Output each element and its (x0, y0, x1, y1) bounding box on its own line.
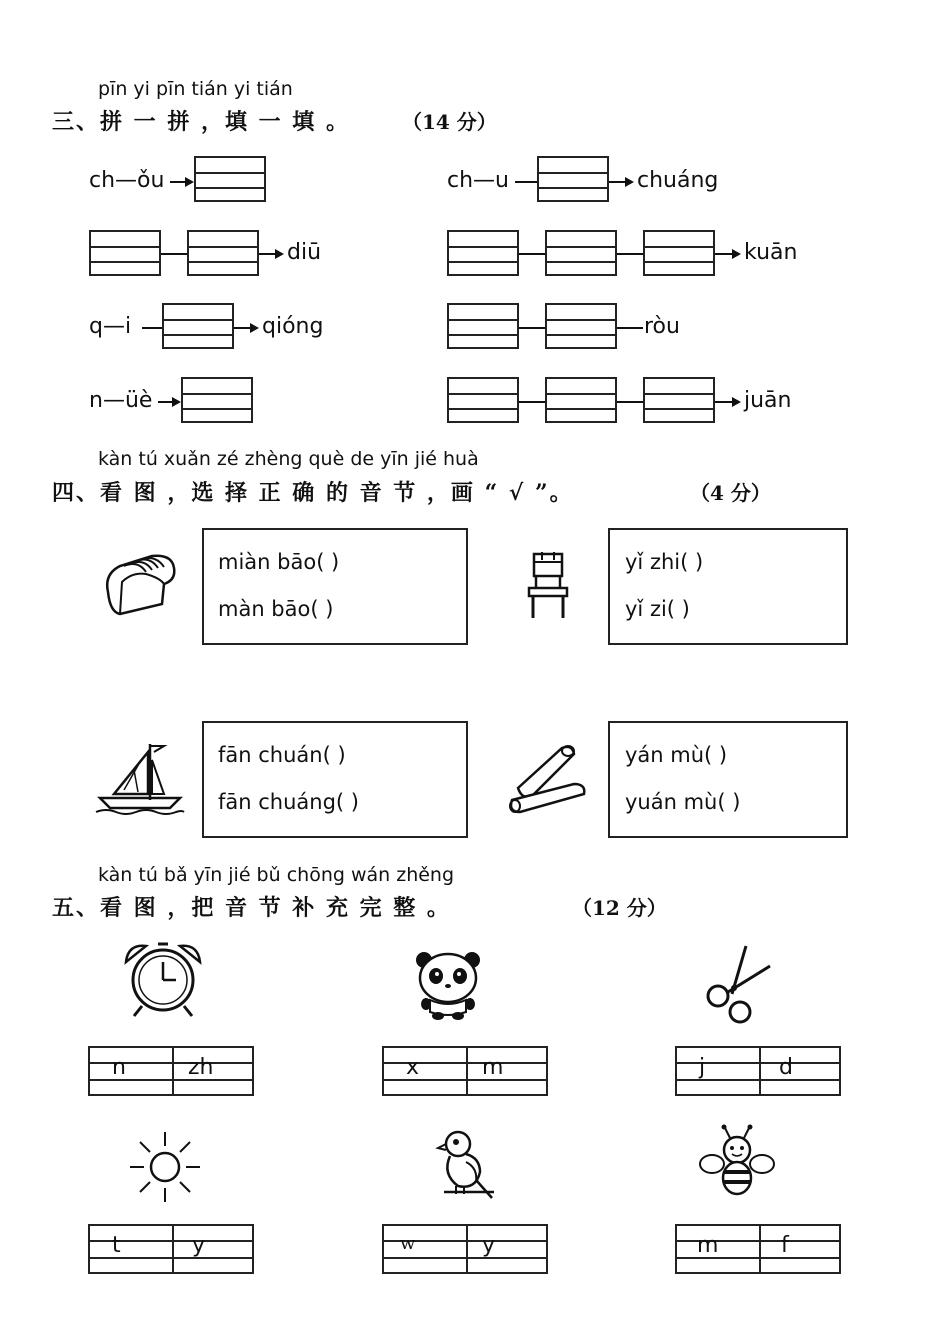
chair-icon (526, 550, 570, 620)
q2-choice-box (608, 528, 848, 645)
bird-answer-grid[interactable] (382, 1224, 548, 1274)
bread-icon (102, 552, 178, 618)
r1r-answer-box[interactable] (537, 156, 609, 202)
logs-icon (504, 742, 590, 816)
r4r-box-1[interactable] (447, 377, 519, 423)
q3-choice-box (202, 721, 468, 838)
alarm-clock-icon (122, 940, 204, 1020)
sun-answer-grid[interactable] (88, 1224, 254, 1274)
bird-initial: w (400, 1233, 416, 1254)
section3-score: （14 分） (402, 110, 497, 134)
r2l-result: diū (287, 240, 322, 265)
bird-second-initial: y (482, 1233, 496, 1258)
section5-score: （12 分） (572, 896, 667, 920)
r1r-syllable: ch—u (447, 168, 509, 193)
bird-icon (436, 1128, 498, 1202)
section4-title: 四、看 图 ，选 择 正 确 的 音 节 ，画 “ √ ”。 (52, 480, 574, 506)
r3l-answer-box[interactable] (162, 303, 234, 349)
clock-answer-grid[interactable] (88, 1046, 254, 1096)
r2r-box-1[interactable] (447, 230, 519, 276)
q1-option-b[interactable]: màn bāo( ) (218, 597, 334, 621)
panda-answer-grid[interactable] (382, 1046, 548, 1096)
r2l-box-2[interactable] (187, 230, 259, 276)
q2-option-b[interactable]: yǐ zi( ) (625, 597, 690, 621)
q2-option-a[interactable]: yǐ zhi( ) (625, 550, 704, 574)
scissors-initial: j (699, 1055, 706, 1080)
section4-pinyin: kàn tú xuǎn zé zhèng què de yīn jié huà (98, 448, 479, 470)
q4-option-b[interactable]: yuán mù( ) (625, 790, 741, 814)
r3l-syllable: q—i (89, 314, 132, 339)
r2r-box-2[interactable] (545, 230, 617, 276)
r3r-box-2[interactable] (545, 303, 617, 349)
r1r-result: chuáng (637, 168, 719, 193)
r4l-answer-box[interactable] (181, 377, 253, 423)
q4-choice-box (608, 721, 848, 838)
bee-icon (698, 1124, 776, 1200)
bee-initial: m (697, 1233, 719, 1258)
panda-icon (412, 948, 484, 1020)
section3-title: 三、拼 一 拼 ，填 一 填 。 (52, 109, 350, 135)
section3-pinyin: pīn yi pīn tián yi tián (98, 78, 293, 100)
section5-title: 五、看 图 ，把 音 节 补 充 完 整 。 (52, 895, 451, 921)
r2r-result: kuān (744, 240, 798, 265)
sun-second-initial: y (192, 1233, 206, 1258)
r4r-box-2[interactable] (545, 377, 617, 423)
r1l-syllable: ch—ǒu (89, 168, 165, 193)
panda-second-initial: m (482, 1055, 504, 1080)
q3-option-a[interactable]: fān chuán( ) (218, 743, 346, 767)
scissors-answer-grid[interactable] (675, 1046, 841, 1096)
r4r-result: juān (744, 388, 792, 413)
r1l-answer-box[interactable] (194, 156, 266, 202)
q1-choice-box (202, 528, 468, 645)
scissors-icon (702, 944, 774, 1026)
clock-second-initial: zh (188, 1055, 214, 1080)
panda-initial: x (406, 1055, 420, 1080)
sun-icon (128, 1130, 202, 1204)
r3r-result: ròu (644, 314, 680, 339)
q3-option-b[interactable]: fān chuáng( ) (218, 790, 359, 814)
clock-initial: n (112, 1055, 126, 1080)
section4-score: （4 分） (690, 481, 771, 505)
bee-answer-grid[interactable] (675, 1224, 841, 1274)
bee-second-initial: f (781, 1233, 789, 1258)
r2l-box-1[interactable] (89, 230, 161, 276)
r2r-box-3[interactable] (643, 230, 715, 276)
sailboat-icon (94, 742, 186, 816)
r3l-result: qióng (262, 314, 324, 339)
section5-pinyin: kàn tú bǎ yīn jié bǔ chōng wán zhěng (98, 864, 455, 886)
q1-option-a[interactable]: miàn bāo( ) (218, 550, 340, 574)
scissors-second-initial: d (779, 1055, 793, 1080)
r3r-box-1[interactable] (447, 303, 519, 349)
r4r-box-3[interactable] (643, 377, 715, 423)
q4-option-a[interactable]: yán mù( ) (625, 743, 728, 767)
sun-initial: t (112, 1233, 121, 1258)
r4l-syllable: n—üè (89, 388, 153, 413)
